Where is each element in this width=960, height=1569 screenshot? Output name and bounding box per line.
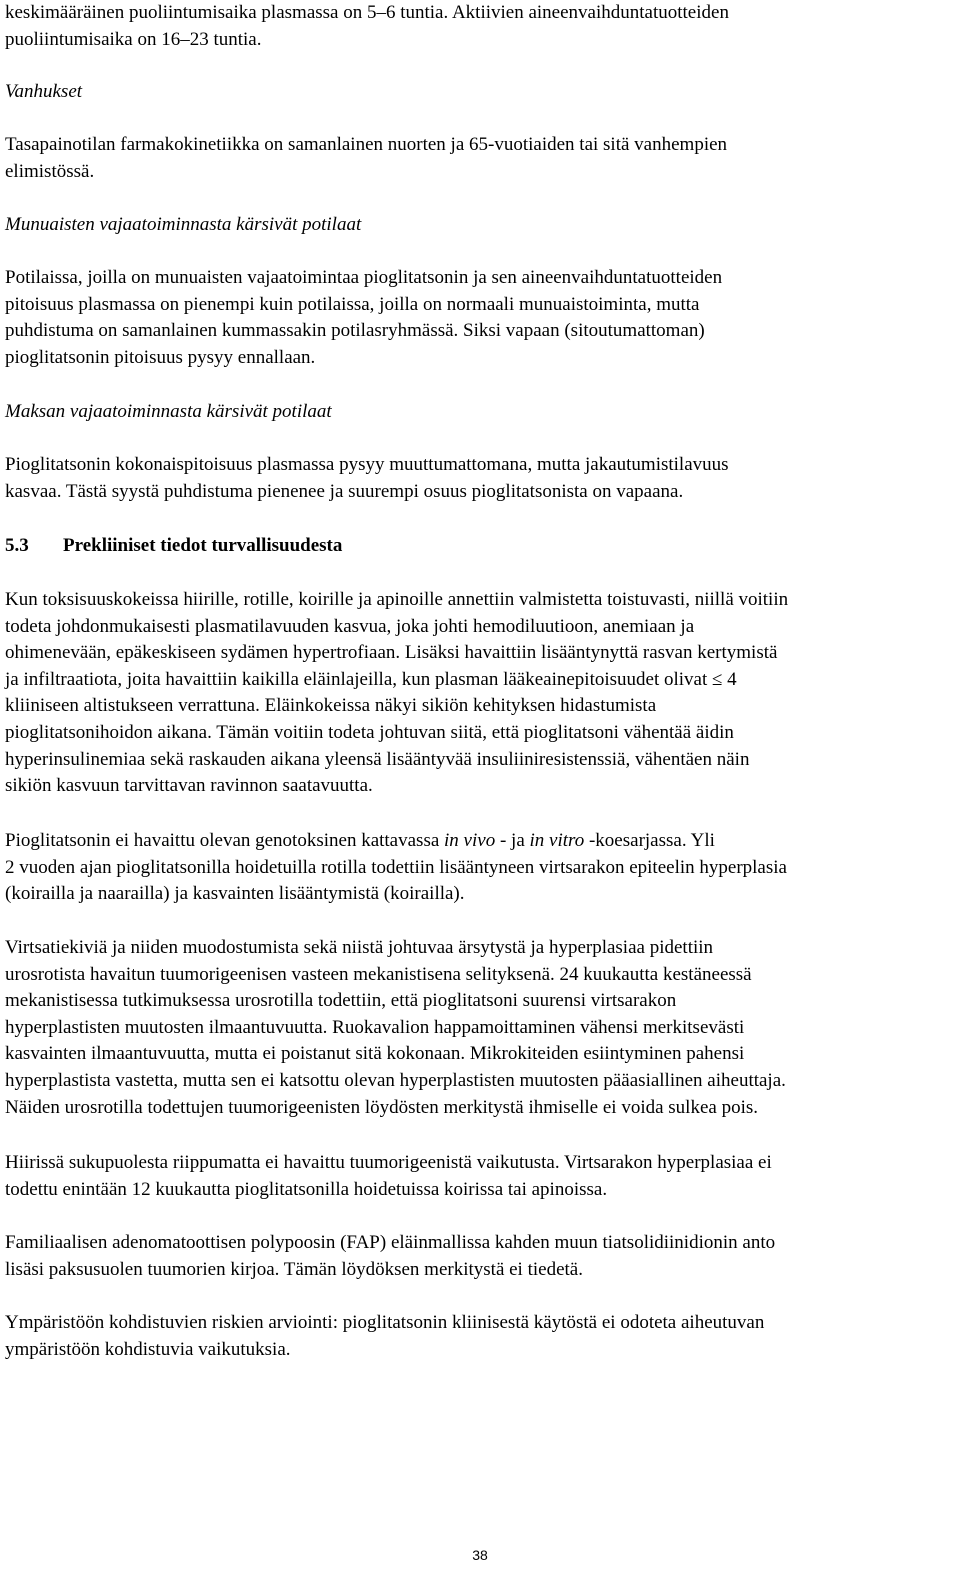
tox-line-1: Kun toksisuuskokeissa hiirille, rotille, koirille ja apinoille annettiin valmistetta toistuvasti, niillä voitiin (5, 589, 789, 610)
renal-paragraph (5, 265, 722, 371)
bladder-line-7: Näiden urosrotilla todettujen tuumorigeenisten löydösten merkitystä ihmiselle ei voida sulkea pois. (5, 1096, 758, 1118)
page-number: 38 (472, 1547, 488, 1563)
tox-line-6: pioglitatsonihoidon aikana. Tämän voitiin todeta johtuvan siitä, että pioglitatsoni vähentää äidin (5, 721, 734, 743)
toxicity-paragraph (5, 587, 788, 800)
genotox-paragraph (5, 828, 787, 908)
in-vitro-term: in vitro (529, 830, 585, 851)
bladder-line-6: hyperplastista vastetta, mutta sen ei katsottu olevan hyperplastisten muutosten pääasiallinen aiheuttaja. (5, 1069, 786, 1091)
env-line-2: ympäristöön kohdistuvia vaikutuksia. (5, 1338, 291, 1360)
environment-paragraph (5, 1310, 764, 1363)
section-title: Prekliiniset tiedot turvallisuudesta (63, 535, 343, 556)
genotox-text-a: Pioglitatsonin ei havaittu olevan genotoksinen kattavassa (5, 830, 445, 851)
section-heading (5, 533, 342, 560)
bladder-line-4: hyperplastisten muutosten ilmaantuvuutta. Ruokavalion happamoittaminen vähensi merkitsevästi (5, 1016, 745, 1038)
intro-paragraph (5, 0, 729, 53)
genotox-line-2: 2 vuoden ajan pioglitatsonilla hoidetuilla rotilla todettiin lisääntyneen virtsarakon epiteelin hyperplasia (5, 856, 787, 878)
fap-paragraph (5, 1230, 775, 1283)
intro-line-1: keskimääräinen puoliintumisaika plasmassa on 5–6 tuntia. Aktiivien aineenvaihduntatuotteiden (5, 2, 729, 23)
section-number: 5.3 (5, 535, 29, 556)
in-vivo-term: in vivo (444, 830, 496, 851)
renal-line-1: Potilaissa, joilla on munuaisten vajaatoimintaa pioglitatsonin ja sen aineenvaihduntatuotteiden (5, 267, 723, 288)
genotox-line-1 (5, 830, 715, 851)
tox-line-8: sikiön kasvuun tarvittavan ravinnon saatavuutta. (5, 775, 373, 797)
hepatic-line-1: Pioglitatsonin kokonaispitoisuus plasmassa pysyy muuttumattomana, mutta jakautumistilavuus (5, 454, 729, 475)
elderly-line-1: Tasapainotilan farmakokinetiikka on samanlainen nuorten ja 65-vuotiaiden tai sitä vanhempien (5, 134, 728, 155)
fap-line-2: lisäsi paksusuolen tuumorien kirjoa. Tämän löydöksen merkitystä ei tiedetä. (5, 1258, 583, 1280)
tox-line-4: ja infiltraatiota, joita havaittiin kaikilla eläinlajeilla, kun plasman lääkeainepitoisuudet olivat ≤ 4 (5, 668, 737, 690)
bladder-line-2: urosrotista havaitun tuumorigeenisen vasteen mekanistisena selityksenä. 24 kuukautta kestäneessä (5, 963, 752, 985)
elderly-subheading: Vanhukset (5, 81, 83, 102)
intro-line-2: puoliintumisaika on 16–23 tuntia. (5, 28, 262, 50)
tox-line-7: hyperinsulinemiaa sekä raskauden aikana yleensä lisääntyvää insuliiniresistenssiä, vähentäen näin (5, 748, 750, 770)
renal-line-3: puhdistuma on samanlainen kummassakin potilasryhmässä. Siksi vapaan (sitoutumattoman) (5, 320, 705, 342)
mice-paragraph (5, 1150, 772, 1203)
elderly-line-2: elimistössä. (5, 160, 95, 182)
hepatic-line-2: kasvaa. Tästä syystä puhdistuma pienenee ja suurempi osuus pioglitatsonista on vapaana. (5, 480, 684, 502)
tox-line-3: ohimenevään, epäkeskiseen sydämen hypertrofiaan. Lisäksi havaittiin lisääntynyttä rasvan kertymistä (5, 642, 778, 664)
tox-line-2: todeta johdonmukaisesti plasmatilavuuden kasvua, joka johti hemodiluutioon, anemiaan ja (5, 615, 695, 637)
renal-line-2: pitoisuus plasmassa on pienempi kuin potilaissa, joilla on normaali munuaistoiminta, mutta (5, 293, 700, 315)
genotox-text-c: -koesarjassa. Yli (584, 830, 715, 851)
renal-subheading: Munuaisten vajaatoiminnasta kärsivät potilaat (5, 214, 362, 235)
renal-line-4: pioglitatsonin pitoisuus pysyy ennallaan. (5, 346, 316, 368)
genotox-line-3: (koirailla ja naarailla) ja kasvainten lisääntymistä (koirailla). (5, 883, 465, 905)
hepatic-subheading: Maksan vajaatoiminnasta kärsivät potilaat (5, 401, 332, 422)
genotox-text-b: - ja (495, 830, 530, 851)
bladder-paragraph (5, 935, 786, 1121)
mice-line-2: todettu enintään 12 kuukautta pioglitatsonilla hoidetuissa koirissa tai apinoissa. (5, 1178, 608, 1200)
bladder-line-5: kasvainten ilmaantuvuutta, mutta ei poistanut sitä kokonaan. Mikrokiteiden esiintyminen pahensi (5, 1043, 745, 1065)
hepatic-paragraph (5, 452, 729, 505)
tox-line-5: kliiniseen altistukseen verrattuna. Eläinkokeissa näkyi sikiön kehityksen hidastumista (5, 695, 657, 717)
fap-line-1: Familiaalisen adenomatoottisen polypoosin (FAP) eläinmallissa kahden muun tiatsolidiinidionin anto (5, 1232, 776, 1253)
bladder-line-3: mekanistisessa tutkimuksessa urosrotilla todettiin, että pioglitatsoni suurensi virtsarakon (5, 990, 677, 1012)
elderly-paragraph (5, 132, 727, 185)
env-line-1: Ympäristöön kohdistuvien riskien arviointi: pioglitatsonin kliinisestä käytöstä ei odoteta aiheutuvan (5, 1312, 765, 1333)
bladder-line-1: Virtsatiekiviä ja niiden muodostumista sekä niistä johtuvaa ärsytystä ja hyperplasiaa pidettiin (5, 937, 714, 958)
mice-line-1: Hiirissä sukupuolesta riippumatta ei havaittu tuumorigeenistä vaikutusta. Virtsarakon hyperplasiaa ei (5, 1152, 772, 1173)
